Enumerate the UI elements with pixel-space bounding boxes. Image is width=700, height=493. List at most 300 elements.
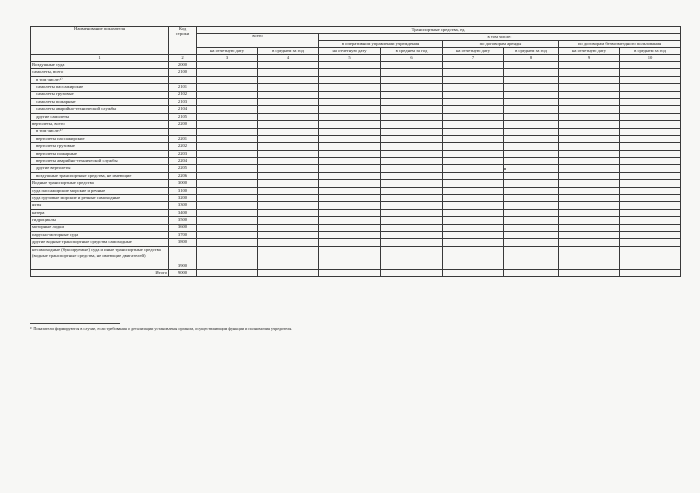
row-label: другие самолеты <box>31 113 169 120</box>
value-cell[interactable] <box>504 165 559 172</box>
value-cell[interactable] <box>443 62 504 69</box>
value-cell[interactable] <box>443 165 504 172</box>
row-label: самолеты, всего <box>31 69 169 76</box>
value-cell[interactable] <box>258 91 319 98</box>
value-cell[interactable] <box>504 172 559 179</box>
value-cell[interactable] <box>319 217 381 224</box>
header-date-1: на отчетную дату <box>197 48 258 55</box>
value-cell[interactable] <box>620 165 681 172</box>
value-cell[interactable] <box>559 150 620 157</box>
value-cell[interactable] <box>443 269 504 276</box>
value-cell[interactable] <box>381 128 443 135</box>
row-code: 2103 <box>169 98 197 105</box>
table-row <box>31 121 681 128</box>
value-cell[interactable] <box>381 62 443 69</box>
value-cell[interactable] <box>620 91 681 98</box>
row-label: другие вертолеты <box>31 165 169 172</box>
value-cell[interactable] <box>381 76 443 83</box>
header-avg-3: в среднем за год <box>504 48 559 55</box>
value-cell[interactable] <box>381 172 443 179</box>
row-code: 3600 <box>169 224 197 231</box>
value-cell[interactable] <box>559 121 620 128</box>
value-cell[interactable] <box>559 187 620 194</box>
value-cell[interactable] <box>381 121 443 128</box>
row-label: гидроциклы <box>31 217 169 224</box>
value-cell[interactable] <box>559 158 620 165</box>
value-cell[interactable] <box>258 150 319 157</box>
value-cell[interactable] <box>443 195 504 202</box>
column-number: 4 <box>258 55 319 62</box>
value-cell[interactable] <box>258 172 319 179</box>
value-cell[interactable] <box>559 269 620 276</box>
value-cell[interactable] <box>620 76 681 83</box>
value-cell[interactable] <box>197 76 258 83</box>
value-cell[interactable] <box>620 62 681 69</box>
value-cell[interactable] <box>620 84 681 91</box>
value-cell[interactable] <box>559 135 620 142</box>
value-cell[interactable] <box>319 239 381 246</box>
value-cell[interactable] <box>197 91 258 98</box>
value-cell[interactable] <box>258 128 319 135</box>
value-cell[interactable] <box>319 165 381 172</box>
row-code <box>169 128 197 135</box>
value-cell[interactable] <box>319 187 381 194</box>
value-cell[interactable] <box>620 158 681 165</box>
value-cell[interactable] <box>504 180 559 187</box>
row-code: 3200 <box>169 195 197 202</box>
table-row <box>31 62 681 69</box>
value-cell[interactable] <box>443 231 504 238</box>
value-cell[interactable] <box>559 172 620 179</box>
value-cell[interactable] <box>504 150 559 157</box>
value-cell[interactable] <box>381 158 443 165</box>
value-cell[interactable] <box>319 98 381 105</box>
value-cell[interactable] <box>319 113 381 120</box>
value-cell[interactable] <box>620 172 681 179</box>
value-cell[interactable] <box>443 69 504 76</box>
value-cell[interactable] <box>381 246 443 269</box>
value-cell[interactable] <box>197 180 258 187</box>
value-cell[interactable] <box>319 231 381 238</box>
value-cell[interactable] <box>443 202 504 209</box>
value-cell[interactable] <box>443 113 504 120</box>
column-number: 10 <box>620 55 681 62</box>
value-cell[interactable] <box>443 84 504 91</box>
header-group-title: Транспортные средства, ед. <box>197 27 681 34</box>
value-cell[interactable] <box>258 84 319 91</box>
header-code-line2: строки <box>175 30 190 36</box>
row-code: 2102 <box>169 91 197 98</box>
row-label: вертолеты пассажирские <box>31 135 169 142</box>
value-cell[interactable] <box>559 113 620 120</box>
column-number: 6 <box>381 55 443 62</box>
value-cell[interactable] <box>504 62 559 69</box>
value-cell[interactable] <box>258 246 319 269</box>
value-cell[interactable] <box>381 231 443 238</box>
value-cell[interactable] <box>559 62 620 69</box>
value-cell[interactable] <box>559 195 620 202</box>
value-cell[interactable] <box>197 165 258 172</box>
value-cell[interactable] <box>258 239 319 246</box>
header-code <box>169 27 197 55</box>
value-cell[interactable] <box>443 239 504 246</box>
value-cell[interactable] <box>381 84 443 91</box>
value-cell[interactable] <box>620 209 681 216</box>
value-cell[interactable] <box>381 113 443 120</box>
value-cell[interactable] <box>504 158 559 165</box>
value-cell[interactable] <box>197 202 258 209</box>
row-label: самолеты грузовые <box>31 91 169 98</box>
table-row <box>31 76 681 83</box>
header-avg-1: в среднем за год <box>258 48 319 55</box>
header-free-use: по договорам безвозмездного пользования <box>559 41 681 48</box>
value-cell[interactable] <box>504 269 559 276</box>
table-row <box>31 106 681 113</box>
value-cell[interactable] <box>258 187 319 194</box>
value-cell[interactable] <box>504 246 559 269</box>
value-cell[interactable] <box>443 98 504 105</box>
table-row <box>31 69 681 76</box>
value-cell[interactable] <box>381 106 443 113</box>
value-cell[interactable] <box>258 158 319 165</box>
row-code: 2204 <box>169 158 197 165</box>
value-cell[interactable] <box>319 106 381 113</box>
value-cell[interactable] <box>258 231 319 238</box>
row-label: Воздушные суда <box>31 62 169 69</box>
value-cell[interactable] <box>504 217 559 224</box>
value-cell[interactable] <box>258 98 319 105</box>
value-cell[interactable] <box>258 269 319 276</box>
value-cell[interactable] <box>559 98 620 105</box>
row-code: 2202 <box>169 143 197 150</box>
row-label: самолеты аварийно-технической службы <box>31 106 169 113</box>
table-row <box>31 172 681 179</box>
table-row <box>31 150 681 157</box>
value-cell[interactable] <box>319 91 381 98</box>
row-label: вертолеты аварийно-технической службы <box>31 158 169 165</box>
header-lease: по договорам аренды <box>443 41 559 48</box>
value-cell[interactable] <box>319 121 381 128</box>
value-cell[interactable] <box>559 69 620 76</box>
value-cell[interactable] <box>620 246 681 269</box>
value-cell[interactable] <box>504 195 559 202</box>
value-cell[interactable] <box>559 217 620 224</box>
value-cell[interactable] <box>197 246 258 269</box>
value-cell[interactable] <box>620 69 681 76</box>
value-cell[interactable] <box>504 231 559 238</box>
value-cell[interactable] <box>258 69 319 76</box>
value-cell[interactable] <box>319 76 381 83</box>
row-label: несамоходные (буксируемые) суда и иные транспортные средства (водные транспортные средства, не имеющие двигателей) <box>31 246 169 269</box>
value-cell[interactable] <box>504 224 559 231</box>
value-cell[interactable] <box>620 187 681 194</box>
value-cell[interactable] <box>381 150 443 157</box>
value-cell[interactable] <box>258 76 319 83</box>
value-cell[interactable] <box>319 135 381 142</box>
value-cell[interactable] <box>504 84 559 91</box>
value-cell[interactable] <box>620 98 681 105</box>
value-cell[interactable] <box>504 98 559 105</box>
value-cell[interactable] <box>197 62 258 69</box>
value-cell[interactable] <box>258 121 319 128</box>
row-code: 2104 <box>169 106 197 113</box>
value-cell[interactable] <box>197 269 258 276</box>
value-cell[interactable] <box>197 135 258 142</box>
value-cell[interactable] <box>197 158 258 165</box>
value-cell[interactable] <box>319 269 381 276</box>
value-cell[interactable] <box>559 180 620 187</box>
table-row <box>31 187 681 194</box>
value-cell[interactable] <box>620 121 681 128</box>
value-cell[interactable] <box>197 231 258 238</box>
table-row <box>31 246 681 269</box>
value-cell[interactable] <box>381 69 443 76</box>
row-label: суда пассажирские морские и речные <box>31 187 169 194</box>
value-cell[interactable] <box>381 195 443 202</box>
value-cell[interactable] <box>319 62 381 69</box>
value-cell[interactable] <box>381 224 443 231</box>
row-label: в том числе:¹⁾ <box>31 76 169 83</box>
value-cell[interactable] <box>504 121 559 128</box>
value-cell[interactable] <box>197 98 258 105</box>
value-cell[interactable] <box>443 172 504 179</box>
value-cell[interactable] <box>197 217 258 224</box>
table-row <box>31 180 681 187</box>
value-cell[interactable] <box>620 239 681 246</box>
value-cell[interactable] <box>258 209 319 216</box>
table-row <box>31 128 681 135</box>
value-cell[interactable] <box>620 217 681 224</box>
value-cell[interactable] <box>620 231 681 238</box>
value-cell[interactable] <box>319 195 381 202</box>
value-cell[interactable] <box>258 113 319 120</box>
value-cell[interactable] <box>620 195 681 202</box>
value-cell[interactable] <box>443 143 504 150</box>
value-cell[interactable] <box>381 202 443 209</box>
report-sheet <box>16 14 692 484</box>
value-cell[interactable] <box>443 217 504 224</box>
value-cell[interactable] <box>559 128 620 135</box>
value-cell[interactable] <box>381 239 443 246</box>
value-cell[interactable] <box>381 98 443 105</box>
row-code: 3800 <box>169 239 197 246</box>
value-cell[interactable] <box>504 106 559 113</box>
value-cell[interactable] <box>197 121 258 128</box>
value-cell[interactable] <box>559 239 620 246</box>
value-cell[interactable] <box>559 165 620 172</box>
table-row <box>31 84 681 91</box>
value-cell[interactable] <box>381 91 443 98</box>
value-cell[interactable] <box>504 143 559 150</box>
value-cell[interactable] <box>504 128 559 135</box>
table-row <box>31 224 681 231</box>
value-cell[interactable] <box>443 121 504 128</box>
value-cell[interactable] <box>319 69 381 76</box>
value-cell[interactable] <box>504 113 559 120</box>
value-cell[interactable] <box>381 165 443 172</box>
value-cell[interactable] <box>258 224 319 231</box>
value-cell[interactable] <box>319 172 381 179</box>
row-label: яхты <box>31 202 169 209</box>
value-cell[interactable] <box>620 143 681 150</box>
value-cell[interactable] <box>443 187 504 194</box>
value-cell[interactable] <box>258 202 319 209</box>
header-avg-4: в среднем за год <box>620 48 681 55</box>
value-cell[interactable] <box>381 180 443 187</box>
value-cell[interactable] <box>443 91 504 98</box>
row-code: 3300 <box>169 202 197 209</box>
row-code: 9000 <box>169 269 197 276</box>
row-label: самолеты пассажирские <box>31 84 169 91</box>
value-cell[interactable] <box>197 209 258 216</box>
value-cell[interactable] <box>620 224 681 231</box>
value-cell[interactable] <box>443 180 504 187</box>
value-cell[interactable] <box>443 76 504 83</box>
value-cell[interactable] <box>504 239 559 246</box>
table-row <box>31 143 681 150</box>
header-date-4: на отчетную дату <box>559 48 620 55</box>
value-cell[interactable] <box>319 128 381 135</box>
value-cell[interactable] <box>443 135 504 142</box>
table-row <box>31 209 681 216</box>
value-cell[interactable] <box>559 106 620 113</box>
row-label: другие водные транспортные средства самоходные <box>31 239 169 246</box>
value-cell[interactable] <box>197 239 258 246</box>
row-code: 3500 <box>169 217 197 224</box>
row-label: воздушные транспортные средства, не имеющие <box>31 172 169 179</box>
value-cell[interactable] <box>197 195 258 202</box>
row-code: 3900 <box>169 246 197 269</box>
table-row <box>31 158 681 165</box>
row-code: 2100 <box>169 69 197 76</box>
value-cell[interactable] <box>197 128 258 135</box>
value-cell[interactable] <box>620 180 681 187</box>
value-cell[interactable] <box>504 187 559 194</box>
value-cell[interactable] <box>319 84 381 91</box>
value-cell[interactable] <box>197 143 258 150</box>
value-cell[interactable] <box>258 195 319 202</box>
pen-mark <box>504 168 506 170</box>
row-code: 2200 <box>169 121 197 128</box>
value-cell[interactable] <box>443 106 504 113</box>
value-cell[interactable] <box>620 135 681 142</box>
value-cell[interactable] <box>197 150 258 157</box>
value-cell[interactable] <box>443 224 504 231</box>
value-cell[interactable] <box>197 113 258 120</box>
value-cell[interactable] <box>258 62 319 69</box>
value-cell[interactable] <box>258 106 319 113</box>
value-cell[interactable] <box>258 165 319 172</box>
table-row <box>31 202 681 209</box>
value-cell[interactable] <box>620 202 681 209</box>
value-cell[interactable] <box>319 143 381 150</box>
value-cell[interactable] <box>559 209 620 216</box>
table-row <box>31 91 681 98</box>
value-cell[interactable] <box>504 135 559 142</box>
value-cell[interactable] <box>319 180 381 187</box>
column-number: 7 <box>443 55 504 62</box>
value-cell[interactable] <box>504 209 559 216</box>
value-cell[interactable] <box>258 180 319 187</box>
header-code-line1: Код <box>178 26 187 31</box>
value-cell[interactable] <box>559 246 620 269</box>
value-cell[interactable] <box>197 84 258 91</box>
value-cell[interactable] <box>559 76 620 83</box>
table-row <box>31 239 681 246</box>
value-cell[interactable] <box>443 150 504 157</box>
value-cell[interactable] <box>197 224 258 231</box>
value-cell[interactable] <box>319 209 381 216</box>
value-cell[interactable] <box>381 269 443 276</box>
value-cell[interactable] <box>258 135 319 142</box>
row-label: самолеты пожарные <box>31 98 169 105</box>
value-cell[interactable] <box>620 269 681 276</box>
column-number-row <box>31 55 681 62</box>
row-code: 2201 <box>169 135 197 142</box>
column-number: 1 <box>31 55 169 62</box>
value-cell[interactable] <box>559 84 620 91</box>
column-number: 9 <box>559 55 620 62</box>
row-code: 2101 <box>169 84 197 91</box>
value-cell[interactable] <box>504 202 559 209</box>
value-cell[interactable] <box>559 91 620 98</box>
value-cell[interactable] <box>443 158 504 165</box>
value-cell[interactable] <box>381 209 443 216</box>
value-cell[interactable] <box>443 209 504 216</box>
value-cell[interactable] <box>504 69 559 76</box>
value-cell[interactable] <box>620 113 681 120</box>
value-cell[interactable] <box>319 158 381 165</box>
value-cell[interactable] <box>197 187 258 194</box>
row-code: 2205 <box>169 165 197 172</box>
value-cell[interactable] <box>381 143 443 150</box>
value-cell[interactable] <box>197 106 258 113</box>
value-cell[interactable] <box>319 202 381 209</box>
value-cell[interactable] <box>319 150 381 157</box>
value-cell[interactable] <box>620 128 681 135</box>
table-row <box>31 231 681 238</box>
value-cell[interactable] <box>197 172 258 179</box>
value-cell[interactable] <box>197 69 258 76</box>
row-label: Водные транспортные средства <box>31 180 169 187</box>
value-cell[interactable] <box>504 76 559 83</box>
footnote-rule <box>30 323 120 324</box>
row-label: вертолеты грузовые <box>31 143 169 150</box>
value-cell[interactable] <box>620 150 681 157</box>
value-cell[interactable] <box>258 143 319 150</box>
value-cell[interactable] <box>381 217 443 224</box>
row-label: в том числе:¹⁾ <box>31 128 169 135</box>
value-cell[interactable] <box>258 217 319 224</box>
value-cell[interactable] <box>381 187 443 194</box>
row-code: 2105 <box>169 113 197 120</box>
value-cell[interactable] <box>559 231 620 238</box>
row-label: катера <box>31 209 169 216</box>
value-cell[interactable] <box>381 135 443 142</box>
value-cell[interactable] <box>559 143 620 150</box>
row-code <box>169 76 197 83</box>
value-cell[interactable] <box>559 202 620 209</box>
value-cell[interactable] <box>319 224 381 231</box>
value-cell[interactable] <box>504 91 559 98</box>
value-cell[interactable] <box>443 128 504 135</box>
value-cell[interactable] <box>319 246 381 269</box>
value-cell[interactable] <box>443 246 504 269</box>
value-cell[interactable] <box>620 106 681 113</box>
value-cell[interactable] <box>559 224 620 231</box>
transport-table <box>30 26 681 277</box>
row-label: вертолеты пожарные <box>31 150 169 157</box>
